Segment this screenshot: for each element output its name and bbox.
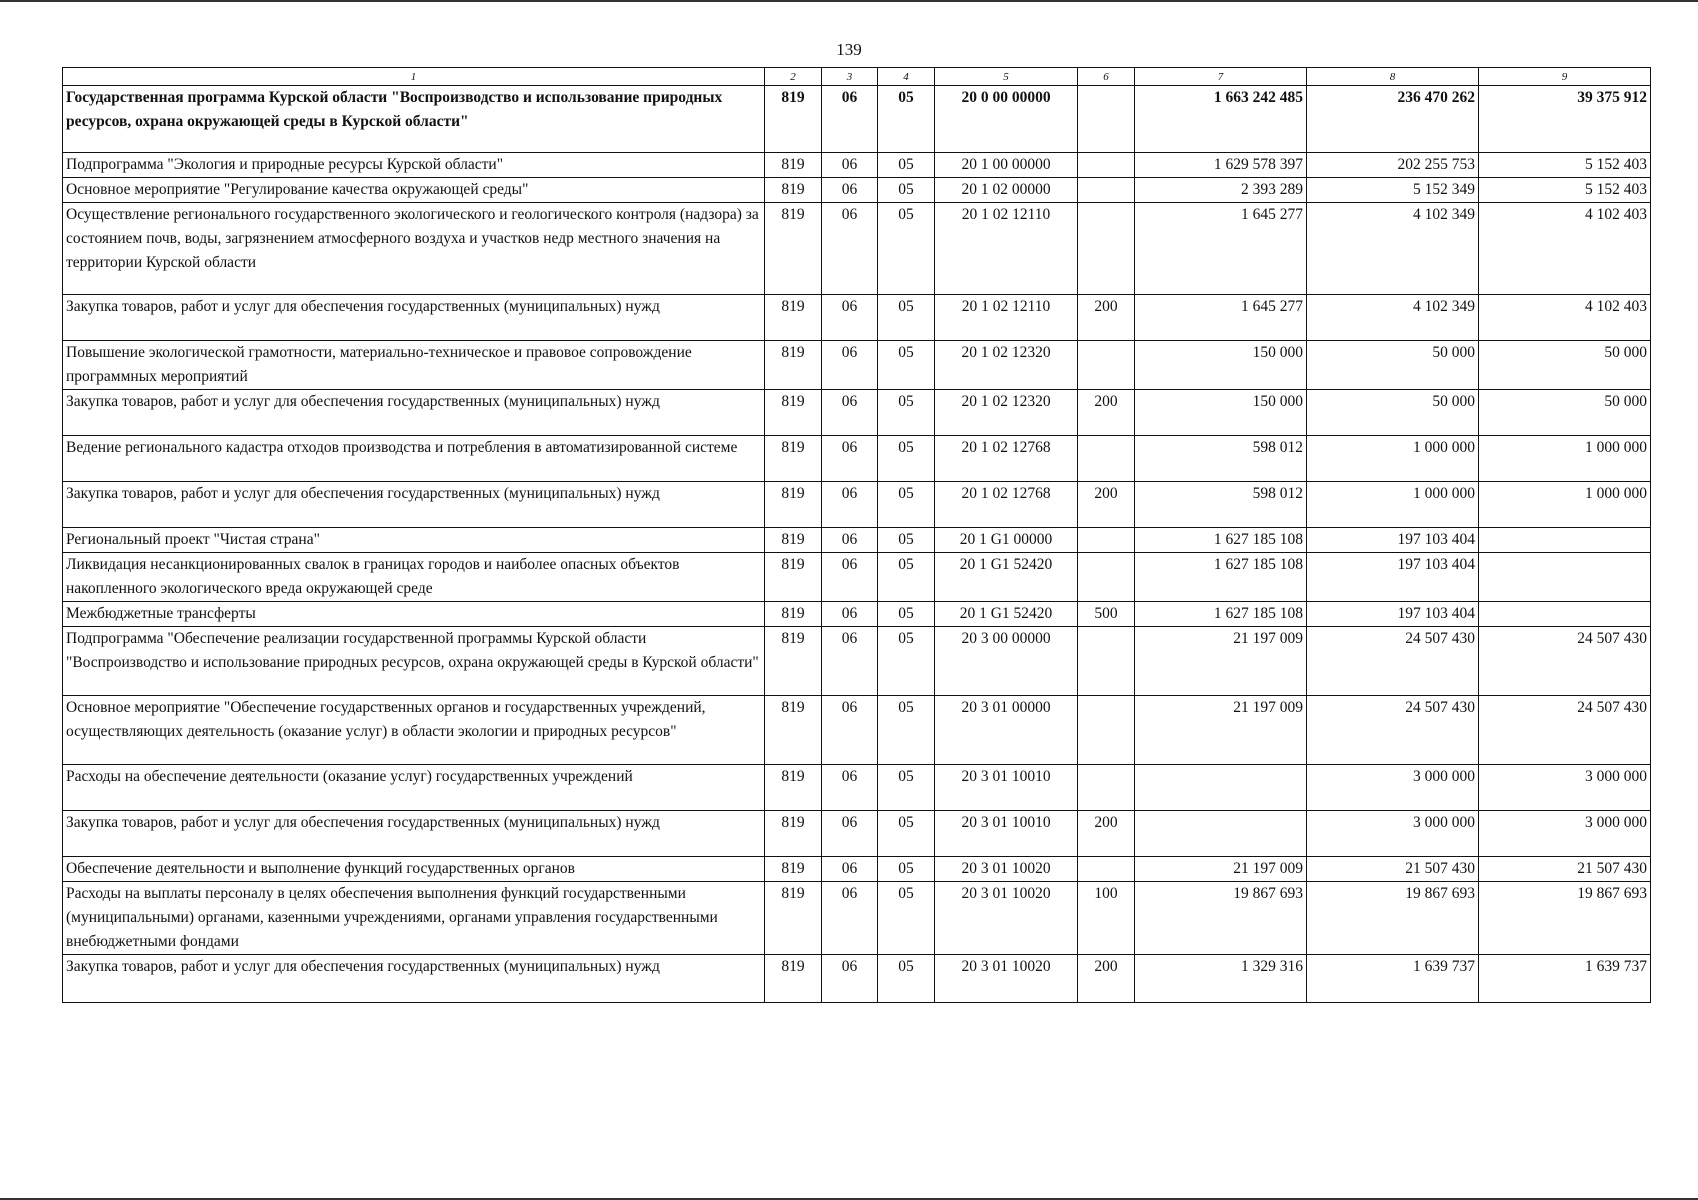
amount-col9: 50 000 bbox=[1479, 390, 1651, 436]
code-target-article: 20 1 02 12110 bbox=[935, 295, 1078, 341]
column-number: 9 bbox=[1479, 68, 1651, 86]
code-gov: 819 bbox=[765, 178, 822, 203]
row-name: Закупка товаров, работ и услуг для обеспечения государственных (муниципальных) нужд bbox=[63, 295, 765, 341]
code-subsection: 05 bbox=[878, 436, 935, 482]
table-row bbox=[63, 341, 1651, 390]
amount-col7: 21 197 009 bbox=[1135, 696, 1307, 765]
amount-col8: 24 507 430 bbox=[1307, 627, 1479, 696]
code-target-article: 20 1 G1 52420 bbox=[935, 553, 1078, 602]
code-subsection: 05 bbox=[878, 696, 935, 765]
amount-col8: 1 639 737 bbox=[1307, 955, 1479, 1003]
code-subsection: 05 bbox=[878, 553, 935, 602]
code-section: 06 bbox=[822, 482, 878, 528]
code-subsection: 05 bbox=[878, 295, 935, 341]
code-gov: 819 bbox=[765, 436, 822, 482]
code-section: 06 bbox=[822, 811, 878, 857]
code-expense-type: 200 bbox=[1078, 955, 1135, 1003]
table-row bbox=[63, 390, 1651, 436]
row-name: Межбюджетные трансферты bbox=[63, 602, 765, 627]
code-subsection: 05 bbox=[878, 153, 935, 178]
amount-col8: 202 255 753 bbox=[1307, 153, 1479, 178]
amount-col7: 1 627 185 108 bbox=[1135, 602, 1307, 627]
amount-col8: 19 867 693 bbox=[1307, 882, 1479, 955]
amount-col7: 150 000 bbox=[1135, 390, 1307, 436]
code-gov: 819 bbox=[765, 153, 822, 178]
code-target-article: 20 1 02 12320 bbox=[935, 341, 1078, 390]
code-subsection: 05 bbox=[878, 955, 935, 1003]
code-expense-type bbox=[1078, 553, 1135, 602]
amount-col9: 4 102 403 bbox=[1479, 203, 1651, 295]
code-gov: 819 bbox=[765, 602, 822, 627]
column-number: 8 bbox=[1307, 68, 1479, 86]
code-subsection: 05 bbox=[878, 482, 935, 528]
row-name: Расходы на выплаты персоналу в целях обеспечения выполнения функций государственными (муниципальными) органами, казенными учреждениями, органами управления государственными внебюджетными фондами bbox=[63, 882, 765, 955]
row-name: Закупка товаров, работ и услуг для обеспечения государственных (муниципальных) нужд bbox=[63, 390, 765, 436]
code-expense-type: 100 bbox=[1078, 882, 1135, 955]
amount-col7: 1 645 277 bbox=[1135, 295, 1307, 341]
code-gov: 819 bbox=[765, 882, 822, 955]
amount-col7: 21 197 009 bbox=[1135, 857, 1307, 882]
code-section: 06 bbox=[822, 390, 878, 436]
amount-col7: 1 627 185 108 bbox=[1135, 553, 1307, 602]
amount-col7: 1 629 578 397 bbox=[1135, 153, 1307, 178]
code-gov: 819 bbox=[765, 482, 822, 528]
budget-table bbox=[62, 67, 1651, 1003]
code-target-article: 20 3 01 00000 bbox=[935, 696, 1078, 765]
code-target-article: 20 1 02 12320 bbox=[935, 390, 1078, 436]
code-gov: 819 bbox=[765, 295, 822, 341]
amount-col8: 1 000 000 bbox=[1307, 482, 1479, 528]
amount-col9 bbox=[1479, 528, 1651, 553]
row-name: Ведение регионального кадастра отходов производства и потребления в автоматизированной системе bbox=[63, 436, 765, 482]
amount-col9 bbox=[1479, 553, 1651, 602]
code-gov: 819 bbox=[765, 553, 822, 602]
amount-col7: 598 012 bbox=[1135, 482, 1307, 528]
table-row bbox=[63, 86, 1651, 153]
table-row bbox=[63, 203, 1651, 295]
table-row bbox=[63, 765, 1651, 811]
scan-top-edge bbox=[0, 0, 1698, 2]
code-expense-type: 200 bbox=[1078, 390, 1135, 436]
code-gov: 819 bbox=[765, 811, 822, 857]
table-row bbox=[63, 602, 1651, 627]
code-target-article: 20 1 02 12110 bbox=[935, 203, 1078, 295]
page-number: 139 bbox=[836, 40, 862, 59]
column-number: 4 bbox=[878, 68, 935, 86]
amount-col7: 598 012 bbox=[1135, 436, 1307, 482]
amount-col7: 21 197 009 bbox=[1135, 627, 1307, 696]
code-target-article: 20 3 01 10020 bbox=[935, 882, 1078, 955]
amount-col9: 5 152 403 bbox=[1479, 178, 1651, 203]
amount-col8: 24 507 430 bbox=[1307, 696, 1479, 765]
code-expense-type bbox=[1078, 528, 1135, 553]
code-gov: 819 bbox=[765, 955, 822, 1003]
table-body bbox=[63, 68, 1651, 1003]
row-name: Осуществление регионального государственного экологического и геологического контроля (надзора) за состоянием почв, воды, загрязнением атмосферного воздуха и участков недр местного значения на территории Курской области bbox=[63, 203, 765, 295]
code-expense-type bbox=[1078, 436, 1135, 482]
amount-col9: 3 000 000 bbox=[1479, 765, 1651, 811]
code-target-article: 20 3 01 10010 bbox=[935, 811, 1078, 857]
amount-col8: 21 507 430 bbox=[1307, 857, 1479, 882]
amount-col9: 5 152 403 bbox=[1479, 153, 1651, 178]
amount-col7: 1 663 242 485 bbox=[1135, 86, 1307, 153]
row-name: Подпрограмма "Обеспечение реализации государственной программы Курской области "Воспроизводство и использование природных ресурсов, охрана окружающей среды в Курской области" bbox=[63, 627, 765, 696]
amount-col8: 5 152 349 bbox=[1307, 178, 1479, 203]
code-section: 06 bbox=[822, 602, 878, 627]
code-subsection: 05 bbox=[878, 528, 935, 553]
code-target-article: 20 1 G1 00000 bbox=[935, 528, 1078, 553]
code-expense-type: 200 bbox=[1078, 811, 1135, 857]
column-number: 2 bbox=[765, 68, 822, 86]
table-row bbox=[63, 857, 1651, 882]
code-expense-type bbox=[1078, 153, 1135, 178]
code-expense-type bbox=[1078, 627, 1135, 696]
code-expense-type: 200 bbox=[1078, 295, 1135, 341]
amount-col8: 50 000 bbox=[1307, 390, 1479, 436]
amount-col9: 1 000 000 bbox=[1479, 436, 1651, 482]
amount-col9: 19 867 693 bbox=[1479, 882, 1651, 955]
row-name: Обеспечение деятельности и выполнение функций государственных органов bbox=[63, 857, 765, 882]
code-expense-type bbox=[1078, 696, 1135, 765]
code-gov: 819 bbox=[765, 528, 822, 553]
code-section: 06 bbox=[822, 341, 878, 390]
amount-col7: 1 329 316 bbox=[1135, 955, 1307, 1003]
code-subsection: 05 bbox=[878, 602, 935, 627]
budget-table-container bbox=[62, 67, 1650, 1003]
code-section: 06 bbox=[822, 86, 878, 153]
table-row bbox=[63, 482, 1651, 528]
code-section: 06 bbox=[822, 627, 878, 696]
code-expense-type: 200 bbox=[1078, 482, 1135, 528]
table-row bbox=[63, 528, 1651, 553]
column-number: 5 bbox=[935, 68, 1078, 86]
amount-col9: 1 639 737 bbox=[1479, 955, 1651, 1003]
code-expense-type bbox=[1078, 341, 1135, 390]
code-section: 06 bbox=[822, 203, 878, 295]
code-expense-type bbox=[1078, 857, 1135, 882]
code-subsection: 05 bbox=[878, 86, 935, 153]
code-target-article: 20 0 00 00000 bbox=[935, 86, 1078, 153]
amount-col8: 4 102 349 bbox=[1307, 203, 1479, 295]
row-name: Основное мероприятие "Обеспечение государственных органов и государственных учреждений, осуществляющих деятельность (оказание услуг) в области экологии и природных ресурсов" bbox=[63, 696, 765, 765]
code-section: 06 bbox=[822, 553, 878, 602]
table-row bbox=[63, 553, 1651, 602]
code-gov: 819 bbox=[765, 765, 822, 811]
code-gov: 819 bbox=[765, 86, 822, 153]
code-expense-type bbox=[1078, 178, 1135, 203]
amount-col7 bbox=[1135, 811, 1307, 857]
amount-col9: 4 102 403 bbox=[1479, 295, 1651, 341]
code-expense-type: 500 bbox=[1078, 602, 1135, 627]
column-number: 1 bbox=[63, 68, 765, 86]
code-section: 06 bbox=[822, 528, 878, 553]
amount-col9: 24 507 430 bbox=[1479, 627, 1651, 696]
code-section: 06 bbox=[822, 295, 878, 341]
table-row bbox=[63, 696, 1651, 765]
code-subsection: 05 bbox=[878, 341, 935, 390]
code-gov: 819 bbox=[765, 341, 822, 390]
table-row bbox=[63, 811, 1651, 857]
amount-col8: 1 000 000 bbox=[1307, 436, 1479, 482]
code-subsection: 05 bbox=[878, 765, 935, 811]
code-gov: 819 bbox=[765, 390, 822, 436]
row-name: Региональный проект "Чистая страна" bbox=[63, 528, 765, 553]
column-number: 6 bbox=[1078, 68, 1135, 86]
code-gov: 819 bbox=[765, 203, 822, 295]
code-gov: 819 bbox=[765, 857, 822, 882]
amount-col7: 19 867 693 bbox=[1135, 882, 1307, 955]
amount-col8: 3 000 000 bbox=[1307, 765, 1479, 811]
table-row bbox=[63, 882, 1651, 955]
amount-col7: 150 000 bbox=[1135, 341, 1307, 390]
code-target-article: 20 1 02 12768 bbox=[935, 482, 1078, 528]
code-expense-type bbox=[1078, 203, 1135, 295]
row-name: Основное мероприятие "Регулирование качества окружающей среды" bbox=[63, 178, 765, 203]
amount-col8: 4 102 349 bbox=[1307, 295, 1479, 341]
code-section: 06 bbox=[822, 765, 878, 811]
code-section: 06 bbox=[822, 696, 878, 765]
table-row bbox=[63, 153, 1651, 178]
code-target-article: 20 3 01 10020 bbox=[935, 955, 1078, 1003]
code-target-article: 20 1 00 00000 bbox=[935, 153, 1078, 178]
code-gov: 819 bbox=[765, 696, 822, 765]
code-target-article: 20 1 G1 52420 bbox=[935, 602, 1078, 627]
amount-col8: 236 470 262 bbox=[1307, 86, 1479, 153]
code-target-article: 20 3 00 00000 bbox=[935, 627, 1078, 696]
amount-col9: 39 375 912 bbox=[1479, 86, 1651, 153]
code-target-article: 20 1 02 12768 bbox=[935, 436, 1078, 482]
code-target-article: 20 3 01 10020 bbox=[935, 857, 1078, 882]
amount-col9: 3 000 000 bbox=[1479, 811, 1651, 857]
table-row bbox=[63, 627, 1651, 696]
code-section: 06 bbox=[822, 153, 878, 178]
amount-col9: 50 000 bbox=[1479, 341, 1651, 390]
amount-col9: 24 507 430 bbox=[1479, 696, 1651, 765]
code-section: 06 bbox=[822, 178, 878, 203]
code-expense-type bbox=[1078, 765, 1135, 811]
amount-col7 bbox=[1135, 765, 1307, 811]
column-number: 7 bbox=[1135, 68, 1307, 86]
code-expense-type bbox=[1078, 86, 1135, 153]
code-subsection: 05 bbox=[878, 627, 935, 696]
amount-col9: 21 507 430 bbox=[1479, 857, 1651, 882]
amount-col8: 3 000 000 bbox=[1307, 811, 1479, 857]
code-subsection: 05 bbox=[878, 857, 935, 882]
row-name: Расходы на обеспечение деятельности (оказание услуг) государственных учреждений bbox=[63, 765, 765, 811]
code-section: 06 bbox=[822, 882, 878, 955]
code-subsection: 05 bbox=[878, 203, 935, 295]
table-row bbox=[63, 436, 1651, 482]
column-number-row bbox=[63, 68, 1651, 86]
table-row bbox=[63, 178, 1651, 203]
code-section: 06 bbox=[822, 436, 878, 482]
row-name: Повышение экологической грамотности, материально-техническое и правовое сопровождение программных мероприятий bbox=[63, 341, 765, 390]
amount-col8: 197 103 404 bbox=[1307, 553, 1479, 602]
column-number: 3 bbox=[822, 68, 878, 86]
code-subsection: 05 bbox=[878, 882, 935, 955]
row-name: Государственная программа Курской области "Воспроизводство и использование природных ресурсов, охрана окружающей среды в Курской области" bbox=[63, 86, 765, 153]
code-gov: 819 bbox=[765, 627, 822, 696]
code-subsection: 05 bbox=[878, 178, 935, 203]
amount-col8: 50 000 bbox=[1307, 341, 1479, 390]
table-row bbox=[63, 955, 1651, 1003]
amount-col9: 1 000 000 bbox=[1479, 482, 1651, 528]
amount-col7: 1 645 277 bbox=[1135, 203, 1307, 295]
table-row bbox=[63, 295, 1651, 341]
row-name: Ликвидация несанкционированных свалок в границах городов и наиболее опасных объектов накопленного экологического вреда окружающей среде bbox=[63, 553, 765, 602]
amount-col8: 197 103 404 bbox=[1307, 602, 1479, 627]
amount-col9 bbox=[1479, 602, 1651, 627]
amount-col8: 197 103 404 bbox=[1307, 528, 1479, 553]
code-target-article: 20 3 01 10010 bbox=[935, 765, 1078, 811]
code-subsection: 05 bbox=[878, 811, 935, 857]
row-name: Подпрограмма "Экология и природные ресурсы Курской области" bbox=[63, 153, 765, 178]
code-subsection: 05 bbox=[878, 390, 935, 436]
amount-col7: 1 627 185 108 bbox=[1135, 528, 1307, 553]
amount-col7: 2 393 289 bbox=[1135, 178, 1307, 203]
row-name: Закупка товаров, работ и услуг для обеспечения государственных (муниципальных) нужд bbox=[63, 482, 765, 528]
code-section: 06 bbox=[822, 955, 878, 1003]
row-name: Закупка товаров, работ и услуг для обеспечения государственных (муниципальных) нужд bbox=[63, 955, 765, 1003]
code-section: 06 bbox=[822, 857, 878, 882]
row-name: Закупка товаров, работ и услуг для обеспечения государственных (муниципальных) нужд bbox=[63, 811, 765, 857]
code-target-article: 20 1 02 00000 bbox=[935, 178, 1078, 203]
